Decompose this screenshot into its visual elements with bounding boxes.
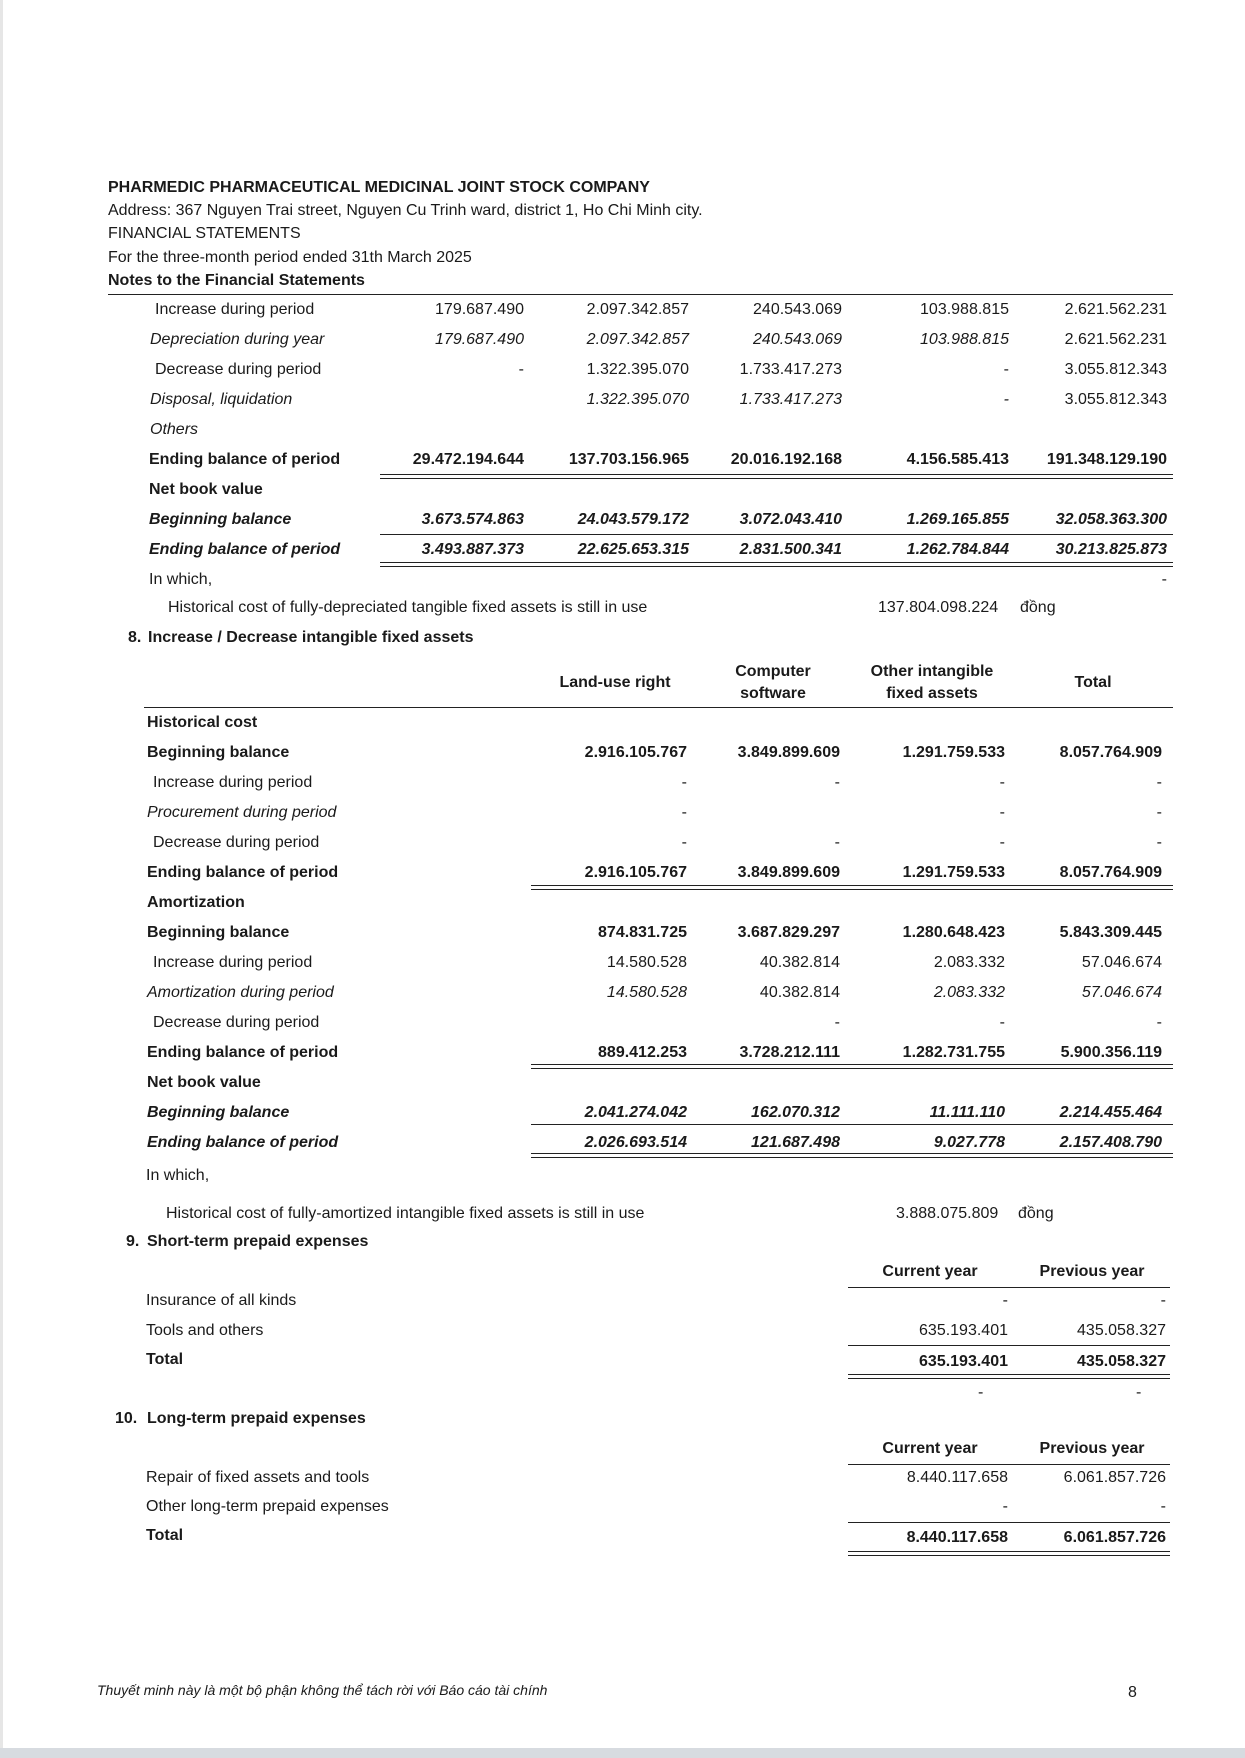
currency-label: đồng (1020, 599, 1056, 616)
row-label: Beginning balance (147, 744, 290, 761)
cell-value: 11.111.110 (929, 1104, 1005, 1121)
row-label: Decrease during period (153, 1014, 320, 1031)
cell-value: 2.041.274.042 (584, 1104, 687, 1121)
cell-value: - (1161, 571, 1167, 588)
row-label: Beginning balance (147, 1104, 290, 1121)
page-number: 8 (1128, 1684, 1137, 1701)
currency-label: đồng (1018, 1205, 1054, 1222)
row-label: Increase during period (155, 301, 315, 318)
cell-value: - (999, 774, 1005, 791)
cell-value: 2.157.408.790 (1059, 1134, 1162, 1151)
cell-value: 103.988.815 (920, 301, 1009, 318)
fully-depreciated-label: Historical cost of fully-depreciated tangible fixed assets is still in use (168, 599, 648, 616)
cell-value: - (1160, 1498, 1166, 1515)
cell-value: 889.412.253 (598, 1044, 687, 1061)
cell-value: 2.916.105.767 (584, 744, 687, 761)
row-label: Ending balance of period (147, 1044, 339, 1061)
cell-value: 179.687.490 (435, 331, 524, 348)
document-type: FINANCIAL STATEMENTS (108, 225, 301, 242)
row-label: Decrease during period (153, 834, 320, 851)
cell-value: - (1003, 361, 1009, 378)
cell-value: 22.625.653.315 (577, 541, 689, 558)
cell-value: 1.291.759.533 (902, 744, 1005, 761)
section-9-number: 9. (126, 1233, 140, 1250)
tangible-ending-rule (380, 474, 1173, 479)
cell-value: 14.580.528 (606, 984, 687, 1001)
header-rule (108, 294, 1173, 295)
lt-total-rule (848, 1551, 1170, 1556)
row-label: Beginning balance (149, 511, 292, 528)
cell-value: - (1156, 804, 1162, 821)
cell-value: - (518, 361, 524, 378)
row-label: Insurance of all kinds (146, 1292, 297, 1309)
cell-value: 6.061.857.726 (1063, 1529, 1166, 1546)
cell-value: 1.280.648.423 (902, 924, 1005, 941)
row-label: Net book value (149, 481, 263, 498)
column-header-line: Land-use right (559, 674, 671, 691)
section-8-title: Increase / Decrease intangible fixed assets (148, 629, 474, 646)
cell-value: 2.831.500.341 (739, 541, 842, 558)
report-period: For the three-month period ended 31th March 2025 (108, 249, 472, 266)
cell-value: 3.055.812.343 (1064, 361, 1167, 378)
column-header-line: software (740, 685, 806, 702)
cell-value: 103.988.815 (920, 331, 1009, 348)
column-header-line: Other intangible (870, 663, 994, 680)
cell-value: 32.058.363.300 (1055, 511, 1167, 528)
cell-value: 20.016.192.168 (730, 451, 842, 468)
intangible-nbv-rule (531, 1124, 1173, 1125)
cell-value: - (681, 834, 687, 851)
st-after-current: - (978, 1384, 984, 1401)
row-label: Beginning balance (147, 924, 290, 941)
cell-value: 3.728.212.111 (739, 1044, 840, 1061)
row-label: Procurement during period (147, 804, 337, 821)
cell-value: 179.687.490 (435, 301, 524, 318)
row-label: Increase during period (153, 954, 313, 971)
lt-header-rule (848, 1464, 1170, 1465)
cell-value: 2.097.342.857 (586, 331, 689, 348)
cell-value: 8.440.117.658 (906, 1469, 1008, 1486)
cell-value: 3.493.887.373 (421, 541, 524, 558)
cell-value: 1.733.417.273 (739, 361, 842, 378)
cell-value: 2.621.562.231 (1064, 301, 1167, 318)
cell-value: - (1003, 391, 1009, 408)
cell-value: - (1156, 834, 1162, 851)
row-label: Net book value (147, 1074, 261, 1091)
row-label: Total (146, 1527, 184, 1544)
cell-value: 2.083.332 (933, 954, 1005, 971)
cell-value: 40.382.814 (759, 984, 840, 1001)
cell-value: 635.193.401 (919, 1353, 1008, 1370)
cell-value: 435.058.327 (1077, 1322, 1166, 1339)
fully-depreciated-value: 137.804.098.224 (878, 599, 999, 616)
page-edge-bottom (0, 1748, 1245, 1758)
cell-value: 2.916.105.767 (584, 864, 687, 881)
cell-value: 3.673.574.863 (421, 511, 524, 528)
cell-value: 30.213.825.873 (1055, 541, 1167, 558)
intangible-final-rule (531, 1153, 1173, 1158)
company-name: PHARMEDIC PHARMACEUTICAL MEDICINAL JOINT STOCK COMPANY (108, 179, 650, 196)
column-header (842, 661, 1022, 705)
cell-value: - (999, 804, 1005, 821)
cell-value: 14.580.528 (606, 954, 687, 971)
cell-value: 2.083.332 (933, 984, 1005, 1001)
section-8-number: 8. (128, 629, 142, 646)
cell-value: 1.733.417.273 (739, 391, 842, 408)
lt-sub-rule (848, 1522, 1170, 1523)
cell-value: 29.472.194.644 (412, 451, 524, 468)
cell-value: 3.687.829.297 (737, 924, 840, 941)
column-header: Previous year (1039, 1263, 1145, 1280)
fully-amortized-value: 3.888.075.809 (896, 1205, 999, 1222)
cell-value: 5.843.309.445 (1059, 924, 1162, 941)
tangible-final-rule (380, 562, 1173, 567)
section-10-title: Long-term prepaid expenses (147, 1410, 366, 1427)
row-label: Increase during period (153, 774, 313, 791)
row-label: Others (150, 421, 199, 438)
cell-value: 57.046.674 (1081, 954, 1162, 971)
st-header-rule (848, 1287, 1170, 1288)
row-label: Repair of fixed assets and tools (146, 1469, 370, 1486)
cell-value: 2.214.455.464 (1059, 1104, 1162, 1121)
cell-value: 162.070.312 (751, 1104, 840, 1121)
cell-value: 874.831.725 (598, 924, 687, 941)
row-label: Historical cost (147, 714, 258, 731)
cell-value: 1.291.759.533 (902, 864, 1005, 881)
cell-value: 3.849.899.609 (737, 864, 840, 881)
row-label: Ending balance of period (149, 451, 341, 468)
cell-value: 191.348.129.190 (1046, 451, 1167, 468)
cell-value: - (1156, 1014, 1162, 1031)
cell-value: - (834, 834, 840, 851)
row-label: Depreciation during year (150, 331, 325, 348)
column-header-line: Computer (735, 663, 811, 680)
cell-value: - (999, 834, 1005, 851)
cell-value: 240.543.069 (753, 301, 842, 318)
cell-value: 240.543.069 (753, 331, 842, 348)
company-address: Address: 367 Nguyen Trai street, Nguyen Cu Trinh ward, district 1, Ho Chi Minh city. (108, 202, 703, 219)
cell-value: 40.382.814 (759, 954, 840, 971)
cell-value: 1.282.731.755 (902, 1044, 1005, 1061)
cell-value: 435.058.327 (1077, 1353, 1166, 1370)
cell-value: 9.027.778 (933, 1134, 1005, 1151)
cell-value: 3.055.812.343 (1064, 391, 1167, 408)
st-total-rule (848, 1374, 1170, 1379)
cell-value: 137.703.156.965 (568, 451, 689, 468)
column-header: Current year (882, 1263, 978, 1280)
footer-note: Thuyết minh này là một bộ phận không thể tách rời với Báo cáo tài chính (97, 1682, 548, 1698)
row-label: Total (146, 1351, 184, 1368)
row-label: Amortization during period (147, 984, 334, 1001)
st-sub-rule (848, 1345, 1170, 1346)
cell-value: - (834, 774, 840, 791)
cell-value: 57.046.674 (1081, 984, 1162, 1001)
column-header-line: Total (1074, 674, 1112, 691)
cell-value: - (1160, 1292, 1166, 1309)
tangible-nbv-rule (380, 534, 1173, 535)
cell-value: 1.322.395.070 (586, 391, 689, 408)
cell-value: 24.043.579.172 (577, 511, 689, 528)
cell-value: 6.061.857.726 (1063, 1469, 1166, 1486)
column-header: Current year (882, 1440, 978, 1457)
column-header: Previous year (1039, 1440, 1145, 1457)
row-label: Amortization (147, 894, 245, 911)
in-which-label: In which, (146, 1167, 210, 1184)
section-10-number: 10. (115, 1410, 138, 1427)
cell-value: 2.097.342.857 (586, 301, 689, 318)
intangible-header-rule (144, 707, 1173, 708)
cell-value: 5.900.356.119 (1060, 1044, 1162, 1061)
cell-value: - (681, 804, 687, 821)
cell-value: - (1156, 774, 1162, 791)
row-label: Ending balance of period (147, 1134, 339, 1151)
cell-value: - (999, 1014, 1005, 1031)
cell-value: 2.621.562.231 (1064, 331, 1167, 348)
cell-value: 8.440.117.658 (906, 1529, 1008, 1546)
cell-value: 635.193.401 (919, 1322, 1008, 1339)
row-label: In which, (149, 571, 213, 588)
notes-title: Notes to the Financial Statements (108, 272, 365, 289)
intangible-cost-rule (531, 885, 1173, 890)
cell-value: - (681, 774, 687, 791)
row-label: Ending balance of period (147, 864, 339, 881)
cell-value: - (1002, 1498, 1008, 1515)
row-label: Other long-term prepaid expenses (146, 1498, 389, 1515)
cell-value: 4.156.585.413 (906, 451, 1009, 468)
column-header (1003, 672, 1183, 694)
cell-value: 1.322.395.070 (586, 361, 689, 378)
cell-value: 1.269.165.855 (906, 511, 1009, 528)
intangible-amort-rule (531, 1064, 1173, 1069)
section-9-title: Short-term prepaid expenses (147, 1233, 369, 1250)
row-label: Tools and others (146, 1322, 264, 1339)
column-header-line: fixed assets (886, 685, 978, 702)
column-header (525, 672, 705, 694)
page-edge-left (0, 0, 3, 1758)
row-label: Ending balance of period (149, 541, 341, 558)
column-header (683, 661, 863, 705)
cell-value: 3.072.043.410 (739, 511, 842, 528)
cell-value: 1.262.784.844 (906, 541, 1009, 558)
fully-amortized-label: Historical cost of fully-amortized intangible fixed assets is still in use (166, 1205, 645, 1222)
cell-value: - (834, 1014, 840, 1031)
st-after-previous: - (1136, 1384, 1142, 1401)
cell-value: 2.026.693.514 (584, 1134, 687, 1151)
row-label: Disposal, liquidation (150, 391, 293, 408)
row-label: Decrease during period (155, 361, 322, 378)
cell-value: 8.057.764.909 (1059, 744, 1162, 761)
cell-value: 8.057.764.909 (1059, 864, 1162, 881)
cell-value: 121.687.498 (751, 1134, 840, 1151)
cell-value: 3.849.899.609 (737, 744, 840, 761)
cell-value: - (1002, 1292, 1008, 1309)
